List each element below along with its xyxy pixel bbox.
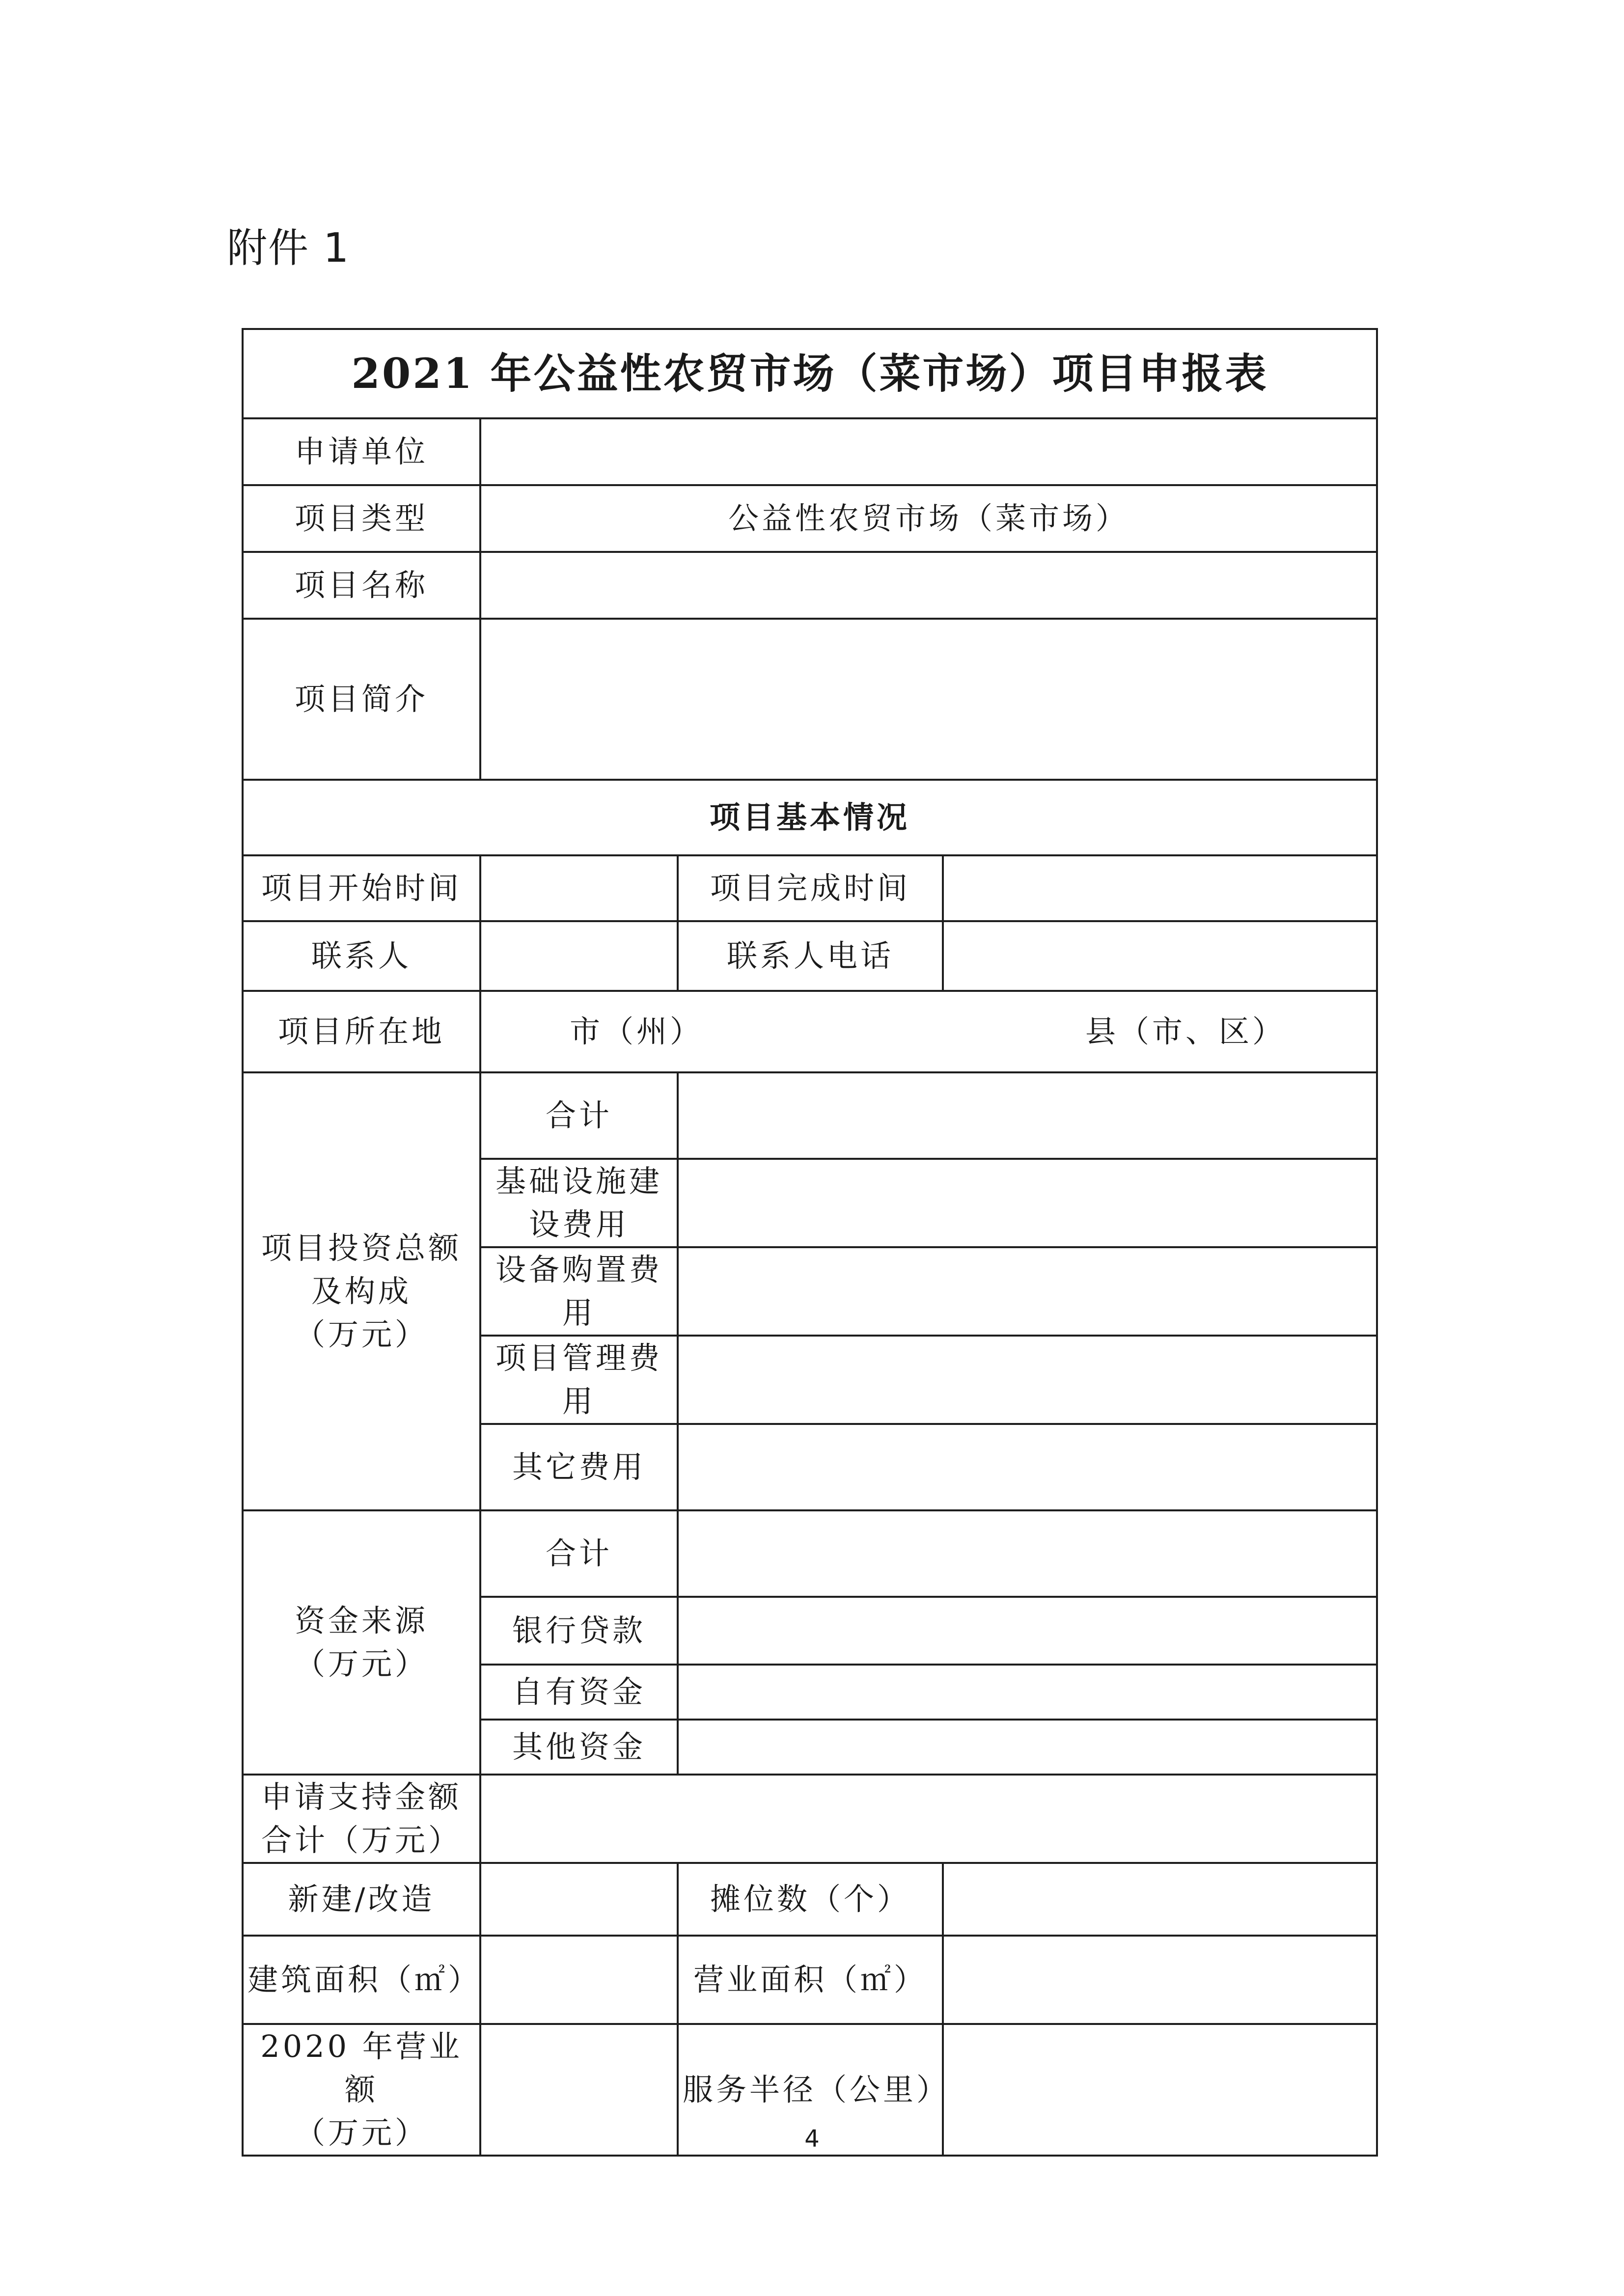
project-name-label: 项目名称 <box>243 552 480 619</box>
location-county: 县（市、区） <box>1085 1013 1286 1049</box>
row-support-amount <box>243 1775 1377 1863</box>
funding-label-line2: （万元） <box>294 1646 428 1682</box>
project-name-value[interactable] <box>480 552 1377 619</box>
project-type-value: 公益性农贸市场（菜市场） <box>480 485 1377 552</box>
funding-label-line1: 资金来源 <box>294 1603 428 1639</box>
new-or-renovate-label: 新建/改造 <box>243 1863 480 1936</box>
funding-own-value[interactable] <box>678 1665 1377 1720</box>
location-value[interactable] <box>480 991 1377 1072</box>
stall-count-value[interactable] <box>943 1863 1377 1936</box>
investment-infrastructure-value[interactable] <box>678 1159 1377 1247</box>
location-label: 项目所在地 <box>243 991 480 1072</box>
contact-phone-value[interactable] <box>943 921 1377 991</box>
funding-item-label: 其他资金 <box>480 1720 678 1775</box>
investment-label <box>243 1072 480 1510</box>
stall-count-label: 摊位数（个） <box>678 1863 943 1936</box>
revenue-2020-label: 2020 年营业额 （万元） <box>243 2024 480 2156</box>
business-area-value[interactable] <box>943 1936 1377 2024</box>
title-row <box>243 329 1377 418</box>
end-time-value[interactable] <box>943 855 1377 921</box>
basic-info-section-heading: 项目基本情况 <box>243 780 1377 855</box>
contact-label: 联系人 <box>243 921 480 991</box>
investment-label-line2: 及构成 <box>311 1273 412 1309</box>
row-areas <box>243 1936 1377 2024</box>
building-area-label: 建筑面积（㎡） <box>243 1936 480 2024</box>
investment-item-label: 合计 <box>480 1072 678 1159</box>
row-times <box>243 855 1377 921</box>
row-project-intro <box>243 619 1377 780</box>
form-title: 2021 年公益性农贸市场（菜市场）项目申报表 <box>243 329 1377 418</box>
investment-label-line1: 项目投资总额 <box>261 1230 462 1266</box>
row-investment-total <box>243 1072 1377 1159</box>
funding-other-value[interactable] <box>678 1720 1377 1775</box>
building-area-value[interactable] <box>480 1936 678 2024</box>
row-project-type <box>243 485 1377 552</box>
support-amount-value[interactable] <box>480 1775 1377 1863</box>
funding-label <box>243 1510 480 1775</box>
row-basic-section <box>243 780 1377 855</box>
investment-other-value[interactable] <box>678 1424 1377 1510</box>
funding-item-label: 自有资金 <box>480 1665 678 1720</box>
row-contacts <box>243 921 1377 991</box>
start-time-label: 项目开始时间 <box>243 855 480 921</box>
investment-equipment-value[interactable] <box>678 1247 1377 1336</box>
new-or-renovate-value[interactable] <box>480 1863 678 1936</box>
business-area-label: 营业面积（㎡） <box>678 1936 943 2024</box>
contact-phone-label: 联系人电话 <box>678 921 943 991</box>
row-project-name <box>243 552 1377 619</box>
page-number: 4 <box>804 2125 820 2153</box>
applicant-value[interactable] <box>480 418 1377 485</box>
start-time-value[interactable] <box>480 855 678 921</box>
project-intro-label: 项目简介 <box>243 619 480 780</box>
applicant-label: 申请单位 <box>243 418 480 485</box>
investment-management-value[interactable] <box>678 1336 1377 1424</box>
funding-item-label: 银行贷款 <box>480 1597 678 1665</box>
funding-item-label: 合计 <box>480 1510 678 1597</box>
support-amount-label: 申请支持金额 合计（万元） <box>243 1775 480 1863</box>
row-location <box>243 991 1377 1072</box>
investment-item-label: 基础设施建 设费用 <box>480 1159 678 1247</box>
project-intro-value[interactable] <box>480 619 1377 780</box>
investment-total-value[interactable] <box>678 1072 1377 1159</box>
location-city: 市（州） <box>570 1013 704 1049</box>
funding-total-value[interactable] <box>678 1510 1377 1597</box>
investment-item-label: 设备购置费 用 <box>480 1247 678 1336</box>
application-form-table <box>242 328 1378 2157</box>
attachment-label: 附件 1 <box>227 225 350 272</box>
contact-value[interactable] <box>480 921 678 991</box>
row-applicant <box>243 418 1377 485</box>
project-type-label: 项目类型 <box>243 485 480 552</box>
end-time-label: 项目完成时间 <box>678 855 943 921</box>
investment-item-label: 其它费用 <box>480 1424 678 1510</box>
investment-item-label: 项目管理费 用 <box>480 1336 678 1424</box>
funding-bank-loan-value[interactable] <box>678 1597 1377 1665</box>
row-funding-total <box>243 1510 1377 1597</box>
service-radius-label: 服务半径（公里） <box>678 2024 943 2156</box>
investment-label-line3: （万元） <box>294 1316 428 1352</box>
row-new-renovate <box>243 1863 1377 1936</box>
